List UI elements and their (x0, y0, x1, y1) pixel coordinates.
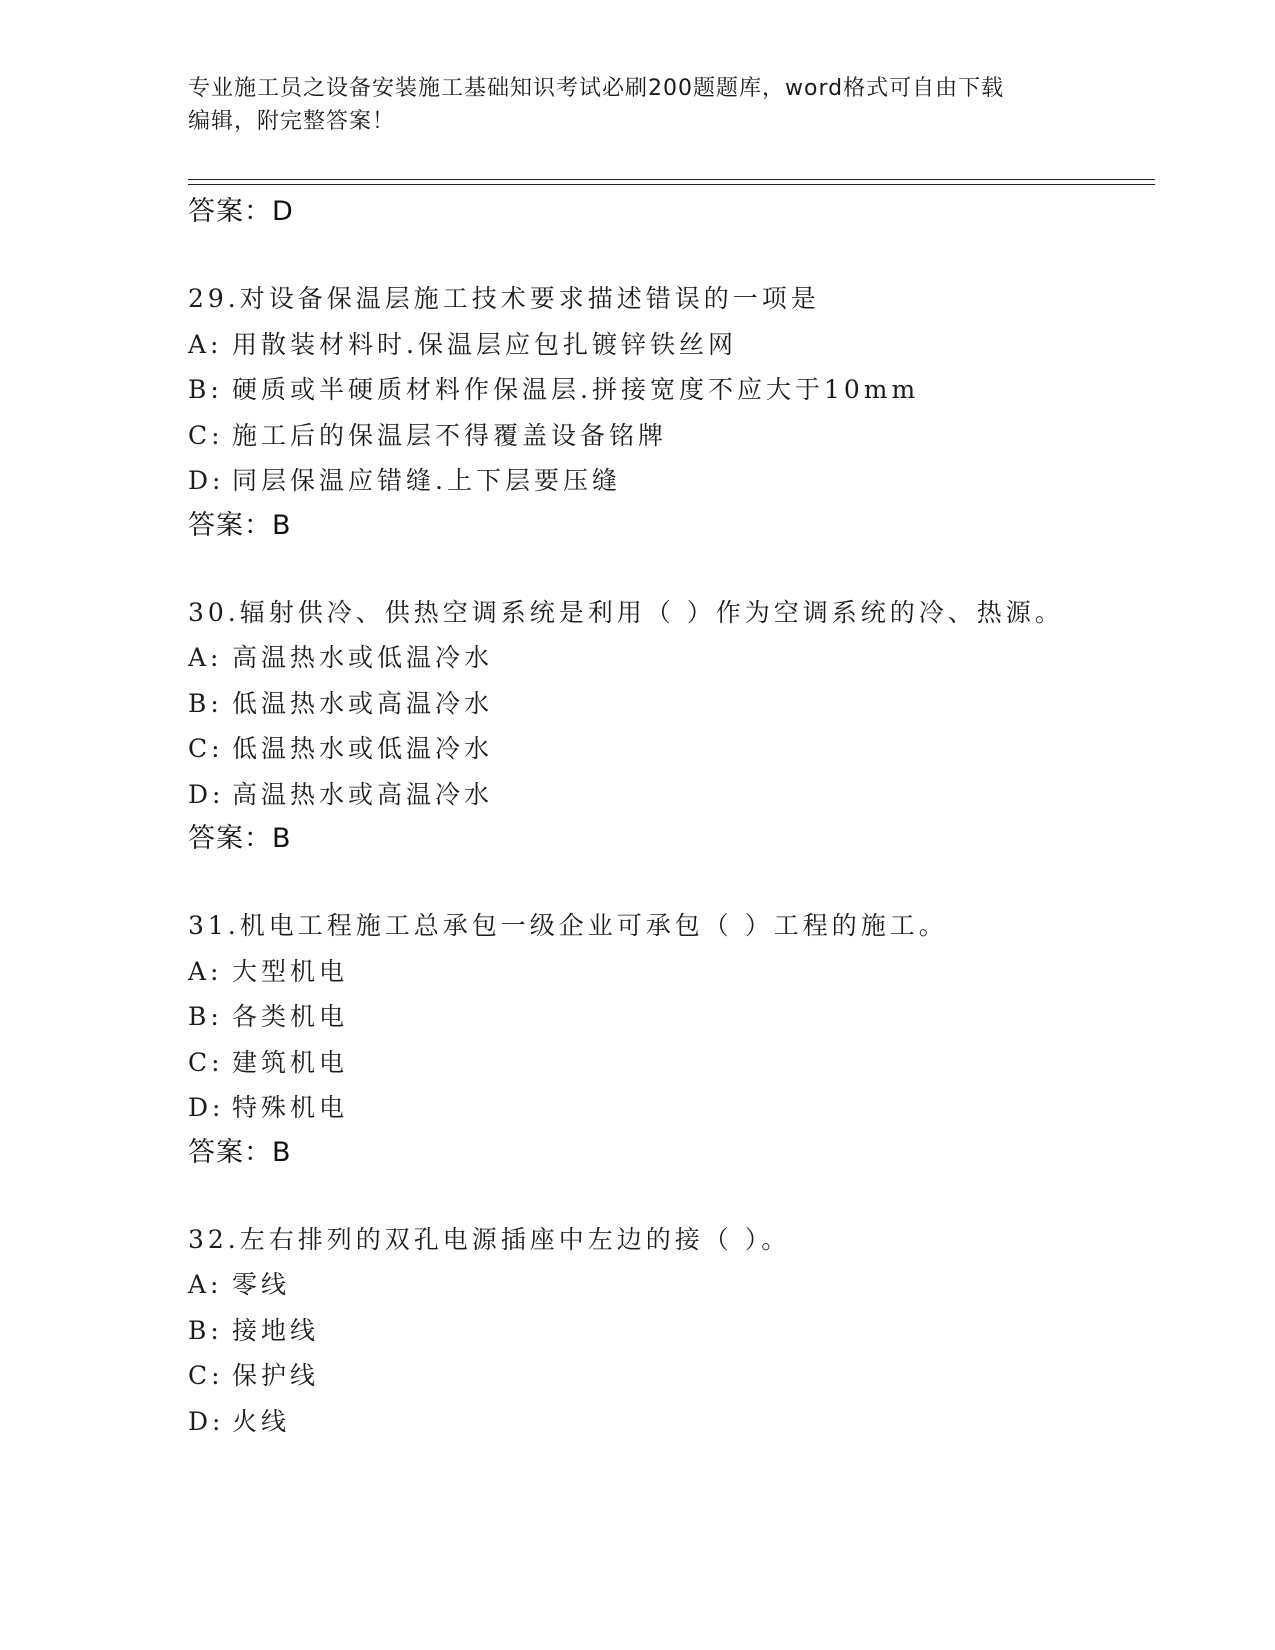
question-stem: 32.左右排列的双孔电源插座中左边的接（ ）。 (188, 1224, 791, 1254)
option-letter: C: (188, 420, 224, 450)
option-text: 建筑机电 (232, 1047, 349, 1077)
option-a (188, 322, 1148, 368)
option-text: 特殊机电 (232, 1093, 349, 1122)
option-a (188, 635, 1148, 681)
previous-answer: 答案：D (188, 196, 294, 227)
option-c (188, 1040, 1148, 1086)
option-letter: A: (188, 329, 223, 359)
option-text: 接地线 (232, 1315, 320, 1345)
option-d (188, 1085, 1148, 1131)
option-letter: B: (188, 688, 223, 718)
option-d (188, 772, 1148, 818)
question-30 (188, 590, 1148, 862)
document-header (188, 72, 1078, 138)
option-b (188, 994, 1148, 1040)
option-text: 高温热水或高温冷水 (232, 779, 494, 809)
option-letter: A: (188, 643, 223, 672)
question-stem: 29.对设备保温层施工技术要求描述错误的一项是 (188, 284, 820, 313)
option-letter: D: (188, 779, 225, 809)
option-text: 高温热水或低温冷水 (232, 643, 494, 672)
option-text: 大型机电 (232, 956, 349, 986)
option-a (188, 1262, 1148, 1308)
option-b (188, 1308, 1148, 1354)
option-text: 火线 (232, 1406, 291, 1436)
question-31 (188, 903, 1148, 1175)
question-stem: 31.机电工程施工总承包一级企业可承包（ ）工程的施工。 (188, 911, 948, 940)
option-letter: A: (188, 1270, 223, 1299)
header-divider-bottom (188, 184, 1155, 185)
question-list (188, 190, 1148, 1444)
option-letter: D: (188, 1093, 225, 1122)
option-c (188, 1353, 1148, 1399)
header-divider-top (188, 179, 1155, 180)
option-c (188, 413, 1148, 459)
option-a (188, 949, 1148, 995)
answer-line: 答案：B (188, 1136, 292, 1168)
option-letter: C: (188, 734, 224, 763)
option-letter: B: (188, 1002, 223, 1031)
option-letter: A: (188, 956, 223, 986)
option-text: 各类机电 (232, 1002, 349, 1031)
question-29 (188, 276, 1148, 548)
option-text: 低温热水或低温冷水 (232, 734, 494, 763)
option-text: 硬质或半硬质材料作保温层.拼接宽度不应大于10mm (232, 375, 920, 404)
header-title-line-1: 专业施工员之设备安装施工基础知识考试必刷200题题库，word格式可自由下载 (188, 76, 1005, 101)
option-text: 施工后的保温层不得覆盖设备铭牌 (232, 420, 668, 450)
header-title-line-2: 编辑，附完整答案！ (188, 109, 396, 134)
option-text: 零线 (232, 1270, 291, 1299)
option-text: 用散装材料时.保温层应包扎镀锌铁丝网 (232, 329, 737, 359)
option-letter: D: (188, 1406, 225, 1436)
option-letter: C: (188, 1361, 224, 1390)
option-d (188, 1399, 1148, 1445)
option-b (188, 367, 1148, 413)
option-text: 保护线 (232, 1361, 320, 1390)
option-letter: D: (188, 466, 225, 495)
answer-line: 答案：B (188, 823, 292, 854)
option-d (188, 458, 1148, 504)
option-c (188, 726, 1148, 772)
option-letter: B: (188, 375, 223, 404)
option-text: 低温热水或高温冷水 (232, 688, 494, 718)
option-text: 同层保温应错缝.上下层要压缝 (232, 466, 621, 495)
option-letter: B: (188, 1315, 223, 1345)
answer-line: 答案：B (188, 509, 292, 541)
option-letter: C: (188, 1047, 224, 1077)
question-stem: 30.辐射供冷、供热空调系统是利用（ ）作为空调系统的冷、热源。 (188, 597, 1064, 627)
option-b (188, 681, 1148, 727)
question-32 (188, 1217, 1148, 1445)
